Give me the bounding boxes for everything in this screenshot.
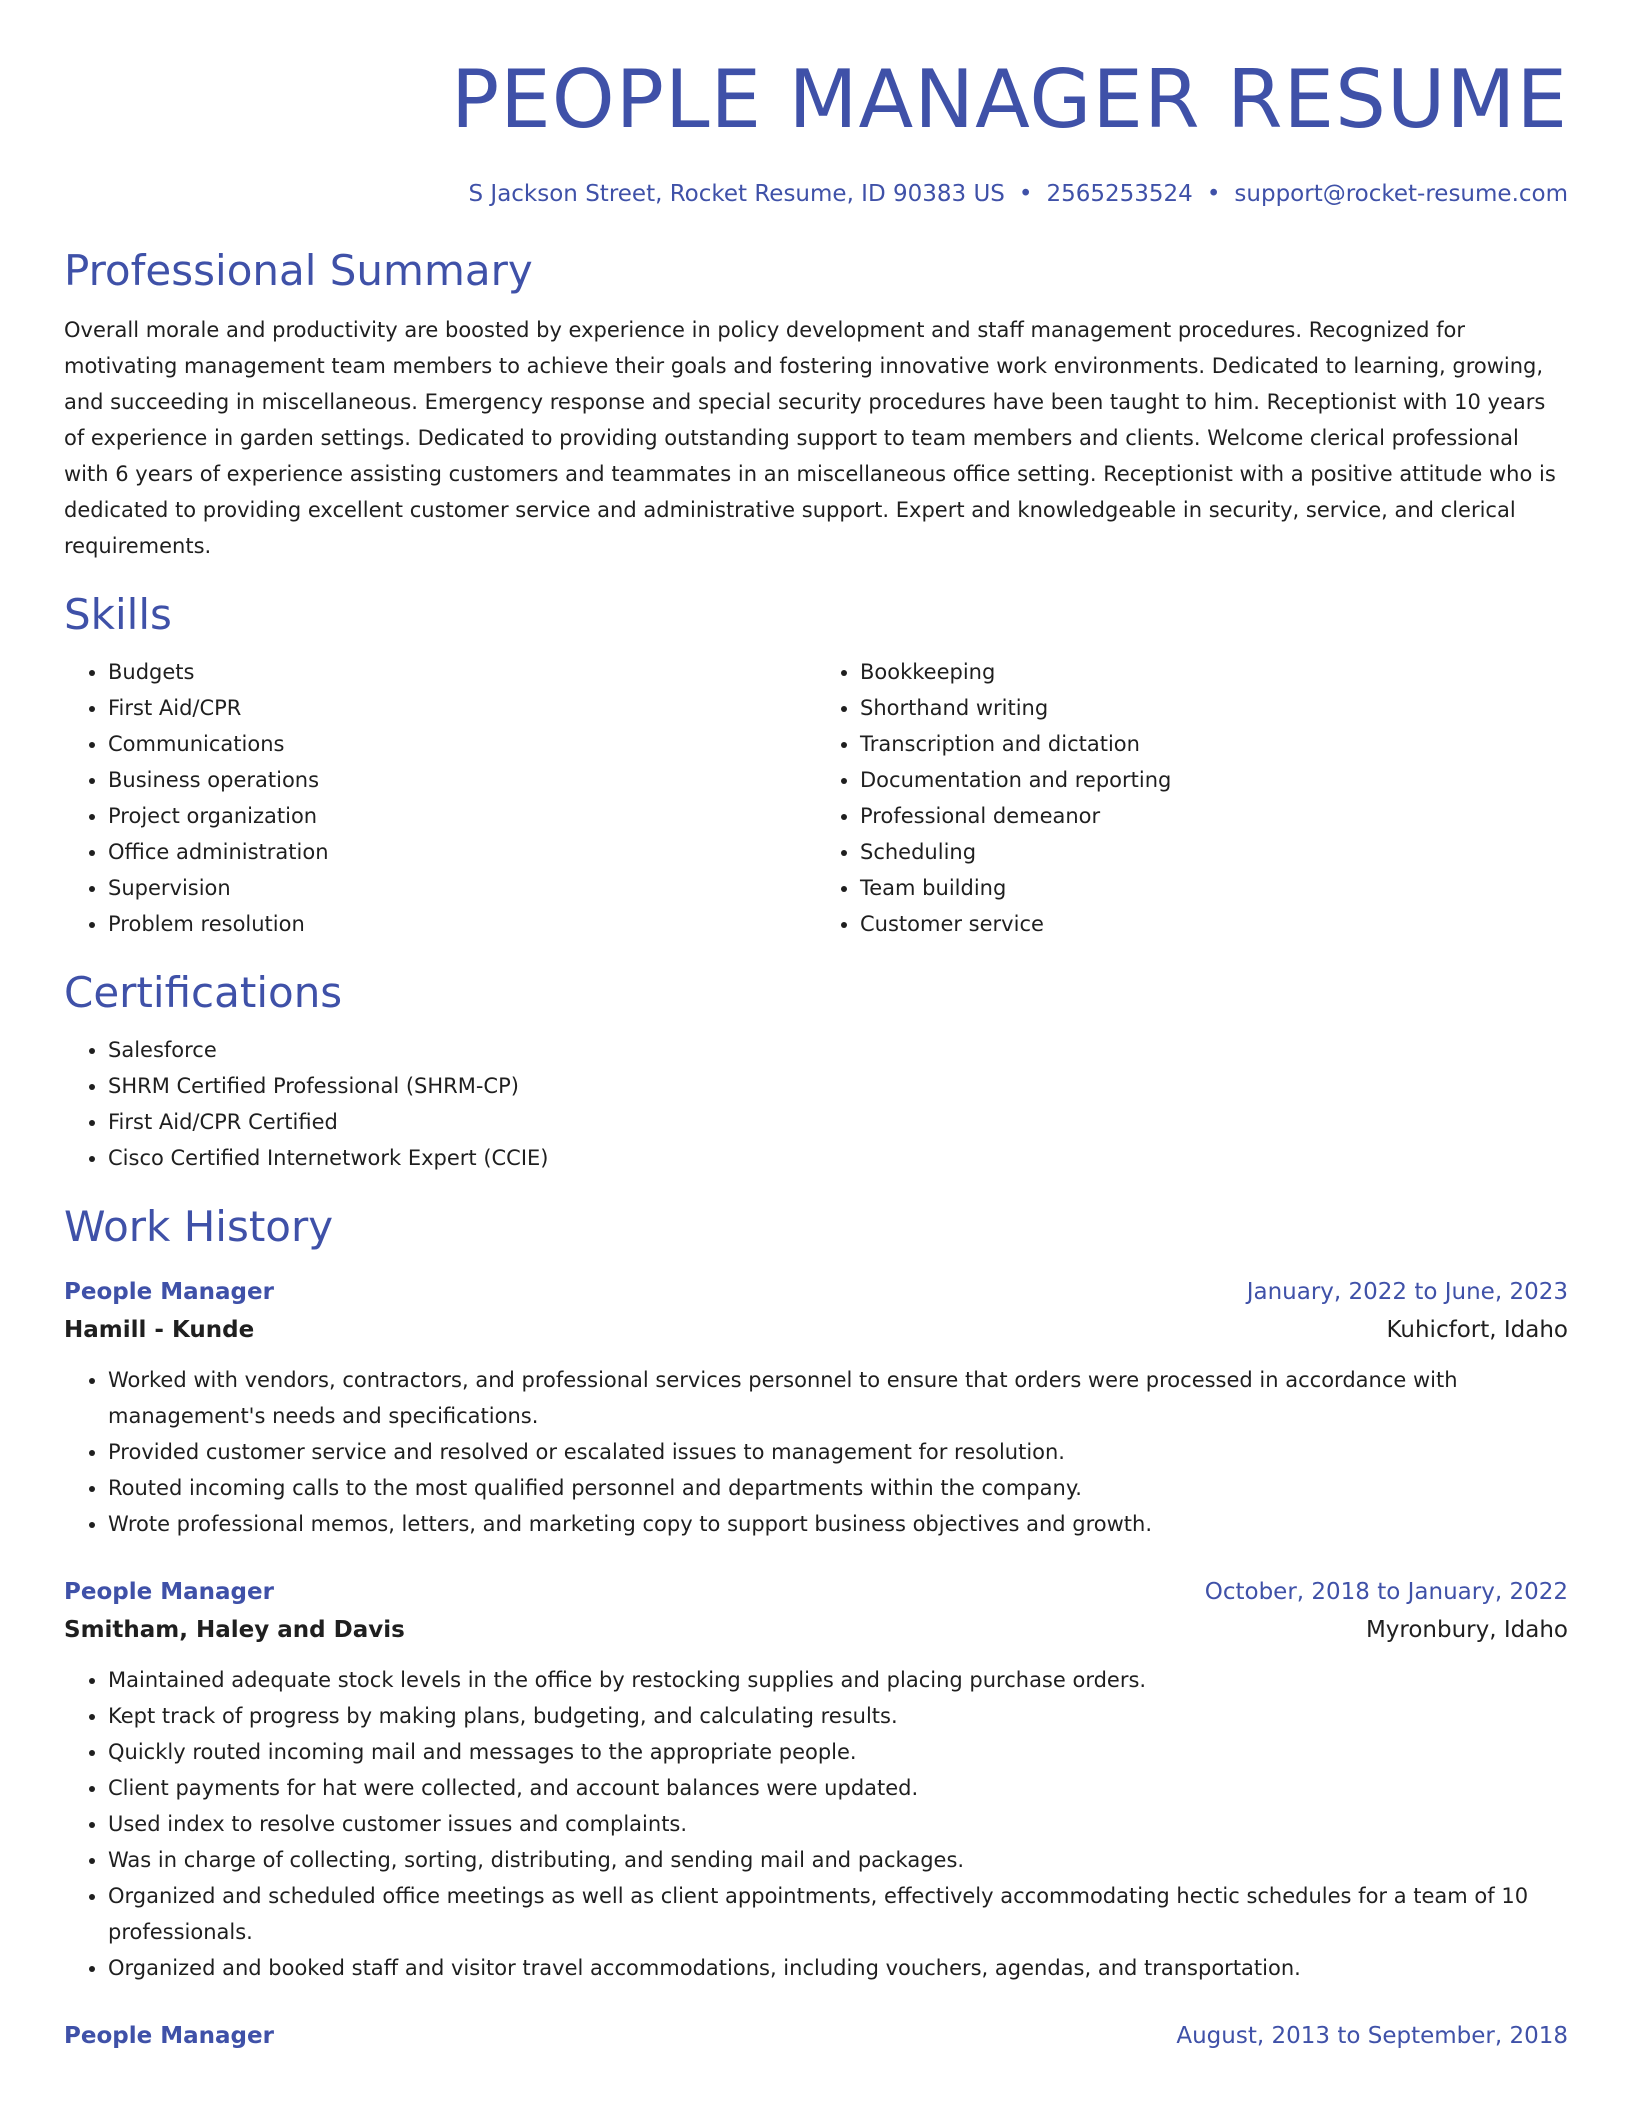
certifications-heading: Certifications: [64, 968, 343, 1017]
job-dates: October, 2018 to January, 2022: [1204, 1579, 1568, 1605]
job-duty-item: • Organized and scheduled office meetings as well as client appointments, effectively accommodating hectic schedules for a team of 10 professionals.: [108, 1878, 1568, 1950]
job-entry: [64, 2018, 1568, 2054]
job-duty-item: • Organized and booked staff and visitor travel accommodations, including vouchers, agendas, and transportation.: [108, 1950, 1568, 1986]
job-duty-item: • Used index to resolve customer issues and complaints.: [108, 1806, 1568, 1842]
job-duty-item: • Worked with vendors, contractors, and professional services personnel to ensure that orders were processed in accordance with management's needs and specifications.: [108, 1362, 1568, 1434]
job-company: Hamill - Kunde: [64, 1317, 255, 1343]
job-entry: [64, 1274, 1568, 1542]
skill-item: • Documentation and reporting: [860, 762, 1568, 798]
certification-item: • Cisco Certified Internetwork Expert (CCIE): [108, 1140, 1568, 1176]
skill-item: • Team building: [860, 870, 1568, 906]
job-company: Smitham, Haley and Davis: [64, 1617, 405, 1643]
job-duties-list: [64, 1662, 1568, 1986]
work-history-heading: Work History: [64, 1202, 334, 1251]
certification-item: • SHRM Certified Professional (SHRM-CP): [108, 1068, 1568, 1104]
job-duty-item: • Routed incoming calls to the most qualified personnel and departments within the company.: [108, 1470, 1568, 1506]
contact-separator: •: [1206, 181, 1221, 207]
contact-email: support@rocket-resume.com: [1234, 181, 1568, 207]
job-duty-item: • Wrote professional memos, letters, and marketing copy to support business objectives and growth.: [108, 1506, 1568, 1542]
job-duty-item: • Client payments for hat were collected, and account balances were updated.: [108, 1770, 1568, 1806]
skill-item: • Communications: [108, 726, 816, 762]
job-duty-item: • Kept track of progress by making plans, budgeting, and calculating results.: [108, 1698, 1568, 1734]
job-entry: [64, 1574, 1568, 1986]
job-duty-item: • Provided customer service and resolved or escalated issues to management for resolution.: [108, 1434, 1568, 1470]
skill-item: • Shorthand writing: [860, 690, 1568, 726]
work-history-list: [64, 1274, 1568, 2054]
skills-list-left: [64, 654, 816, 942]
certification-item: • First Aid/CPR Certified: [108, 1104, 1568, 1140]
job-title: People Manager: [64, 2023, 274, 2049]
certifications-list: [64, 1032, 1568, 1176]
resume-page: [64, 0, 1568, 2054]
resume-title: PEOPLE MANAGER RESUME: [450, 53, 1568, 146]
job-title: People Manager: [64, 1579, 274, 1605]
skills-list-right: [816, 654, 1568, 942]
job-location: Kuhicfort, Idaho: [1386, 1317, 1568, 1343]
skill-item: • Transcription and dictation: [860, 726, 1568, 762]
job-dates: January, 2022 to June, 2023: [1246, 1279, 1568, 1305]
skill-item: • Supervision: [108, 870, 816, 906]
job-title: People Manager: [64, 1279, 274, 1305]
skill-item: • Bookkeeping: [860, 654, 1568, 690]
contact-address: S Jackson Street, Rocket Resume, ID 90383 US: [468, 181, 1005, 207]
contact-line: [64, 178, 1568, 210]
skill-item: • Customer service: [860, 906, 1568, 942]
job-location: Myronbury, Idaho: [1365, 1617, 1568, 1643]
skill-item: • Professional demeanor: [860, 798, 1568, 834]
job-duties-list: [64, 1362, 1568, 1542]
skill-item: • Scheduling: [860, 834, 1568, 870]
contact-separator: •: [1018, 181, 1033, 207]
job-duty-item: • Maintained adequate stock levels in the office by restocking supplies and placing purchase orders.: [108, 1662, 1568, 1698]
skill-item: • Problem resolution: [108, 906, 816, 942]
job-dates: August, 2013 to September, 2018: [1176, 2023, 1568, 2049]
skill-item: • Budgets: [108, 654, 816, 690]
skills-heading: Skills: [64, 590, 172, 639]
skill-item: • Project organization: [108, 798, 816, 834]
skills-columns: [64, 654, 1568, 942]
skill-item: • First Aid/CPR: [108, 690, 816, 726]
summary-heading: Professional Summary: [64, 246, 533, 295]
contact-phone: 2565253524: [1046, 181, 1193, 207]
job-duty-item: • Quickly routed incoming mail and messages to the appropriate people.: [108, 1734, 1568, 1770]
skill-item: • Office administration: [108, 834, 816, 870]
certification-item: • Salesforce: [108, 1032, 1568, 1068]
job-duty-item: • Was in charge of collecting, sorting, distributing, and sending mail and packages.: [108, 1842, 1568, 1878]
skill-item: • Business operations: [108, 762, 816, 798]
summary-text: Overall morale and productivity are boosted by experience in policy development and staff management procedures. Recognized for motivating management team members to achieve their goals and fostering innovative work environments. Dedicated to learning, growing, and succeeding in miscellaneous. Emergency response and special security procedures have been taught to him. Receptionist with 10 years of experience in garden settings. Dedicated to providing outstanding support to team members and clients. Welcome clerical professional with 6 years of experience assisting customers and teammates in an miscellaneous office setting. Receptionist with a positive attitude who is dedicated to providing excellent customer service and administrative support. Expert and knowledgeable in security, service, and clerical requirements.: [64, 318, 1556, 558]
